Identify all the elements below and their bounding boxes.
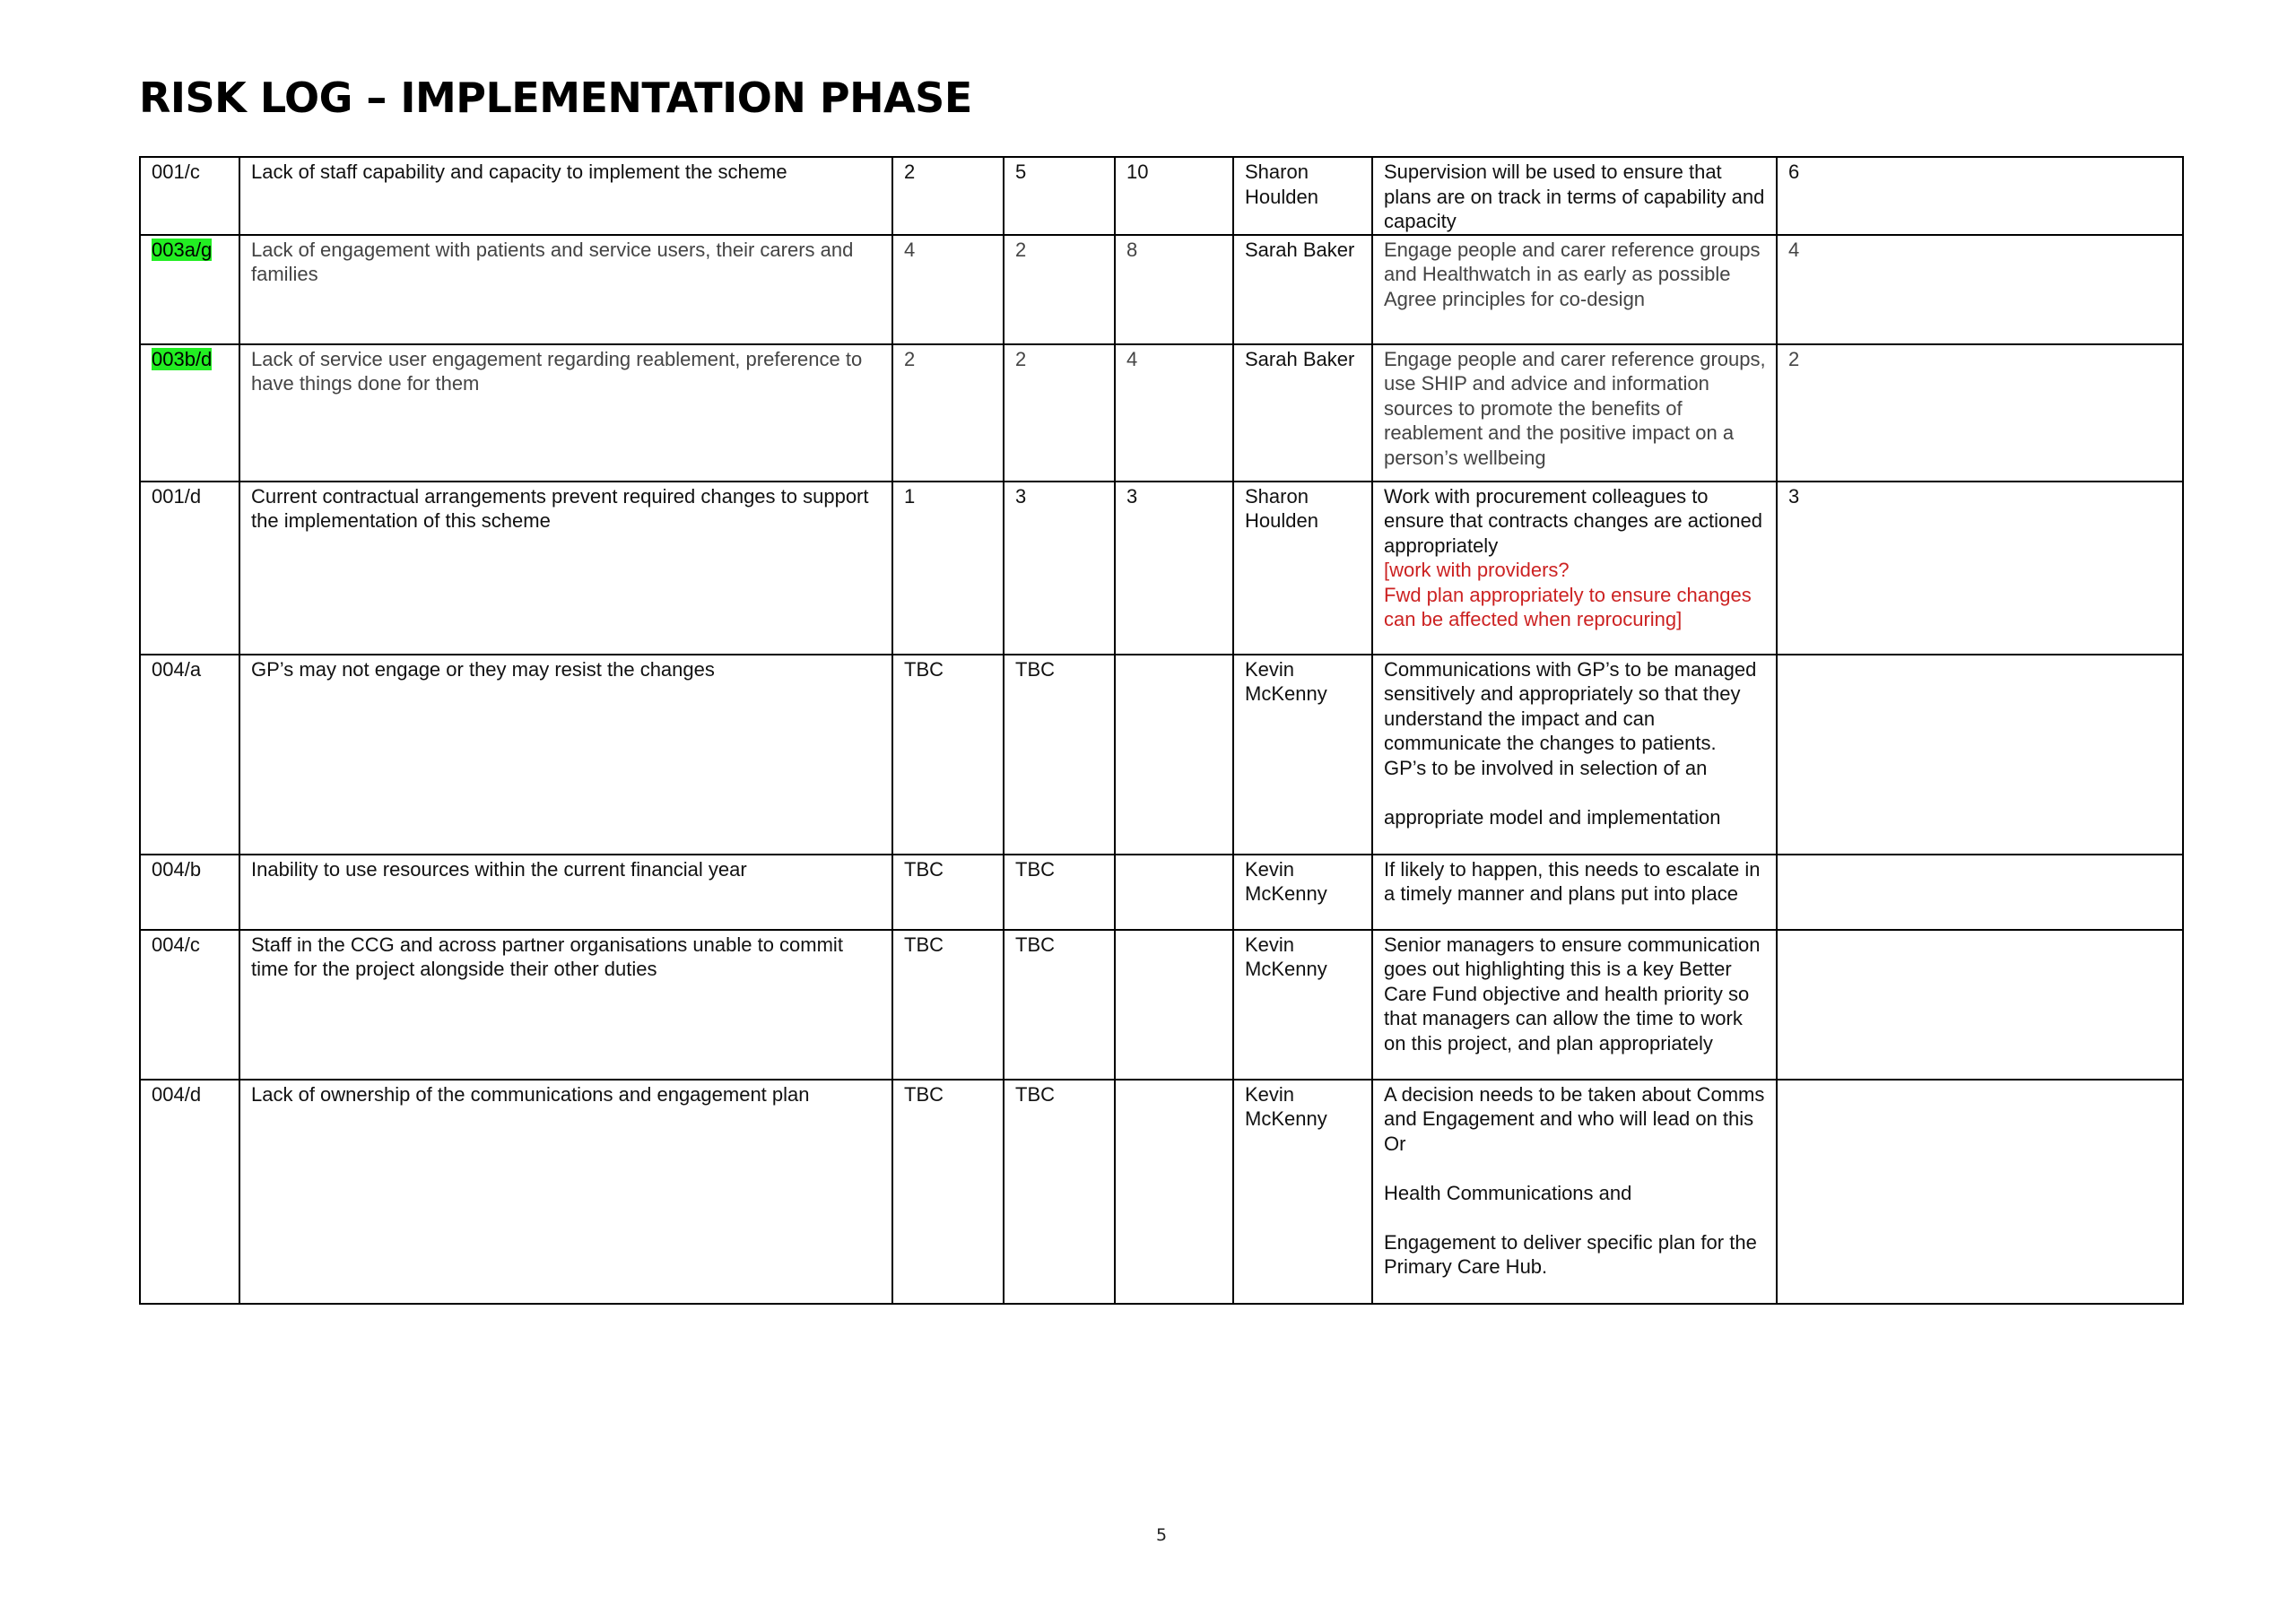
residual-score-cell: 4	[1777, 235, 2183, 344]
risk-description: Staff in the CCG and across partner organisations unable to commit time for the project alongside their other duties	[239, 930, 892, 1080]
risk-owner: Sarah Baker	[1233, 235, 1372, 344]
risk-description: Lack of ownership of the communications and engagement plan	[239, 1080, 892, 1304]
mitigation-cell	[1372, 655, 1777, 855]
mitigation-text: If likely to happen, this needs to escalate in a timely manner and plans put into place	[1384, 857, 1761, 905]
score-cell-2: TBC	[1004, 855, 1115, 930]
risk-owner: Sharon Houlden	[1233, 482, 1372, 655]
mitigation-text	[1384, 780, 1767, 805]
mitigation-text: A decision needs to be taken about Comms and Engagement and who will lead on this	[1384, 1082, 1765, 1130]
risk-id-cell	[140, 855, 239, 930]
risk-id: 004/d	[152, 1082, 202, 1106]
risk-id-cell	[140, 235, 239, 344]
table-row	[140, 1080, 2183, 1304]
mitigation-text: Health Communications and	[1384, 1181, 1632, 1204]
risk-description: Inability to use resources within the current financial year	[239, 855, 892, 930]
risk-id-cell	[140, 1080, 239, 1304]
mitigation-cell	[1372, 855, 1777, 930]
residual-score-cell	[1777, 1080, 2183, 1304]
risk-id-cell	[140, 344, 239, 482]
mitigation-text: GP’s to be involved in selection of an	[1384, 756, 1708, 779]
mitigation-text	[1384, 1156, 1767, 1181]
risk-id: 001/d	[152, 484, 202, 508]
score-cell-1: TBC	[892, 930, 1004, 1080]
risk-log-table	[139, 156, 2184, 1305]
score-cell-1: 2	[892, 344, 1004, 482]
mitigation-text: Agree principles for co-design	[1384, 287, 1646, 310]
mitigation-text: Or	[1384, 1132, 1406, 1155]
risk-description: Current contractual arrangements prevent required changes to support the implementation of this scheme	[239, 482, 892, 655]
risk-id: 004/b	[152, 857, 202, 881]
score-cell-2: 3	[1004, 482, 1115, 655]
mitigation-text: Engage people and carer reference groups and Healthwatch in as early as possible	[1384, 238, 1761, 285]
risk-description: Lack of staff capability and capacity to implement the scheme	[239, 157, 892, 235]
risk-owner: Sarah Baker	[1233, 344, 1372, 482]
score-cell-3	[1115, 1080, 1233, 1304]
score-cell-3: 3	[1115, 482, 1233, 655]
residual-score-cell	[1777, 930, 2183, 1080]
page-title: RISK LOG – IMPLEMENTATION PHASE	[139, 74, 972, 122]
risk-owner: Sharon Houlden	[1233, 157, 1372, 235]
score-cell-2: 2	[1004, 235, 1115, 344]
residual-score-cell: 3	[1777, 482, 2183, 655]
risk-id: 003a/g	[152, 238, 213, 261]
mitigation-cell	[1372, 344, 1777, 482]
score-cell-1: TBC	[892, 855, 1004, 930]
mitigation-text: Supervision will be used to ensure that plans are on track in terms of capability and capacity	[1384, 161, 1765, 232]
mitigation-cell	[1372, 1080, 1777, 1304]
mitigation-cell	[1372, 930, 1777, 1080]
residual-score-cell: 6	[1777, 157, 2183, 235]
risk-description: GP’s may not engage or they may resist the changes	[239, 655, 892, 855]
risk-owner: Kevin McKenny	[1233, 1080, 1372, 1304]
table-row	[140, 930, 2183, 1080]
risk-id: 004/a	[152, 657, 202, 681]
score-cell-3: 10	[1115, 157, 1233, 235]
mitigation-text: Senior managers to ensure communication goes out highlighting this is a key Better Care Fund objective and health priority so that managers can allow the time to work on this project, and plan appropriately	[1384, 933, 1761, 1055]
risk-id-cell	[140, 482, 239, 655]
table-row	[140, 157, 2183, 235]
mitigation-text: Engagement to deliver specific plan for the Primary Care Hub.	[1384, 1230, 1757, 1278]
risk-id-cell	[140, 157, 239, 235]
score-cell-3	[1115, 930, 1233, 1080]
score-cell-2: TBC	[1004, 655, 1115, 855]
mitigation-cell	[1372, 157, 1777, 235]
mitigation-text: Engage people and carer reference groups, use SHIP and advice and information sources to promote the benefits of reablement and the positive impact on a person’s wellbeing	[1384, 347, 1766, 469]
score-cell-2: TBC	[1004, 930, 1115, 1080]
score-cell-2: 2	[1004, 344, 1115, 482]
mitigation-text	[1384, 1205, 1767, 1230]
risk-id-cell	[140, 930, 239, 1080]
risk-owner: Kevin McKenny	[1233, 855, 1372, 930]
page-number: 5	[1155, 1525, 1168, 1545]
risk-description: Lack of service user engagement regarding reablement, preference to have things done for them	[239, 344, 892, 482]
risk-description: Lack of engagement with patients and service users, their carers and families	[239, 235, 892, 344]
risk-id-cell	[140, 655, 239, 855]
score-cell-3: 4	[1115, 344, 1233, 482]
score-cell-3	[1115, 655, 1233, 855]
table-row	[140, 235, 2183, 344]
risk-log-body	[140, 157, 2183, 1304]
mitigation-cell	[1372, 235, 1777, 344]
score-cell-1: 2	[892, 157, 1004, 235]
table-row	[140, 482, 2183, 655]
table-row	[140, 344, 2183, 482]
mitigation-note-red: Fwd plan appropriately to ensure changes can be affected when reprocuring]	[1384, 583, 1752, 630]
mitigation-text: Work with procurement colleagues to ensure that contracts changes are actioned appropriately	[1384, 484, 1762, 557]
score-cell-3	[1115, 855, 1233, 930]
score-cell-3: 8	[1115, 235, 1233, 344]
mitigation-text: appropriate model and implementation	[1384, 805, 1721, 829]
table-row	[140, 655, 2183, 855]
score-cell-1: TBC	[892, 655, 1004, 855]
risk-owner: Kevin McKenny	[1233, 655, 1372, 855]
mitigation-cell	[1372, 482, 1777, 655]
score-cell-1: 1	[892, 482, 1004, 655]
score-cell-1: TBC	[892, 1080, 1004, 1304]
score-cell-2: TBC	[1004, 1080, 1115, 1304]
mitigation-text: Communications with GP’s to be managed sensitively and appropriately so that they understand the impact and can communicate the changes to patients.	[1384, 657, 1757, 754]
score-cell-1: 4	[892, 235, 1004, 344]
risk-id: 003b/d	[152, 347, 213, 370]
risk-id: 001/c	[152, 161, 200, 183]
risk-owner: Kevin McKenny	[1233, 930, 1372, 1080]
table-row	[140, 855, 2183, 930]
score-cell-2: 5	[1004, 157, 1115, 235]
residual-score-cell	[1777, 855, 2183, 930]
risk-id: 004/c	[152, 933, 200, 956]
residual-score-cell	[1777, 655, 2183, 855]
residual-score-cell: 2	[1777, 344, 2183, 482]
mitigation-note-red: [work with providers?	[1384, 559, 1570, 581]
